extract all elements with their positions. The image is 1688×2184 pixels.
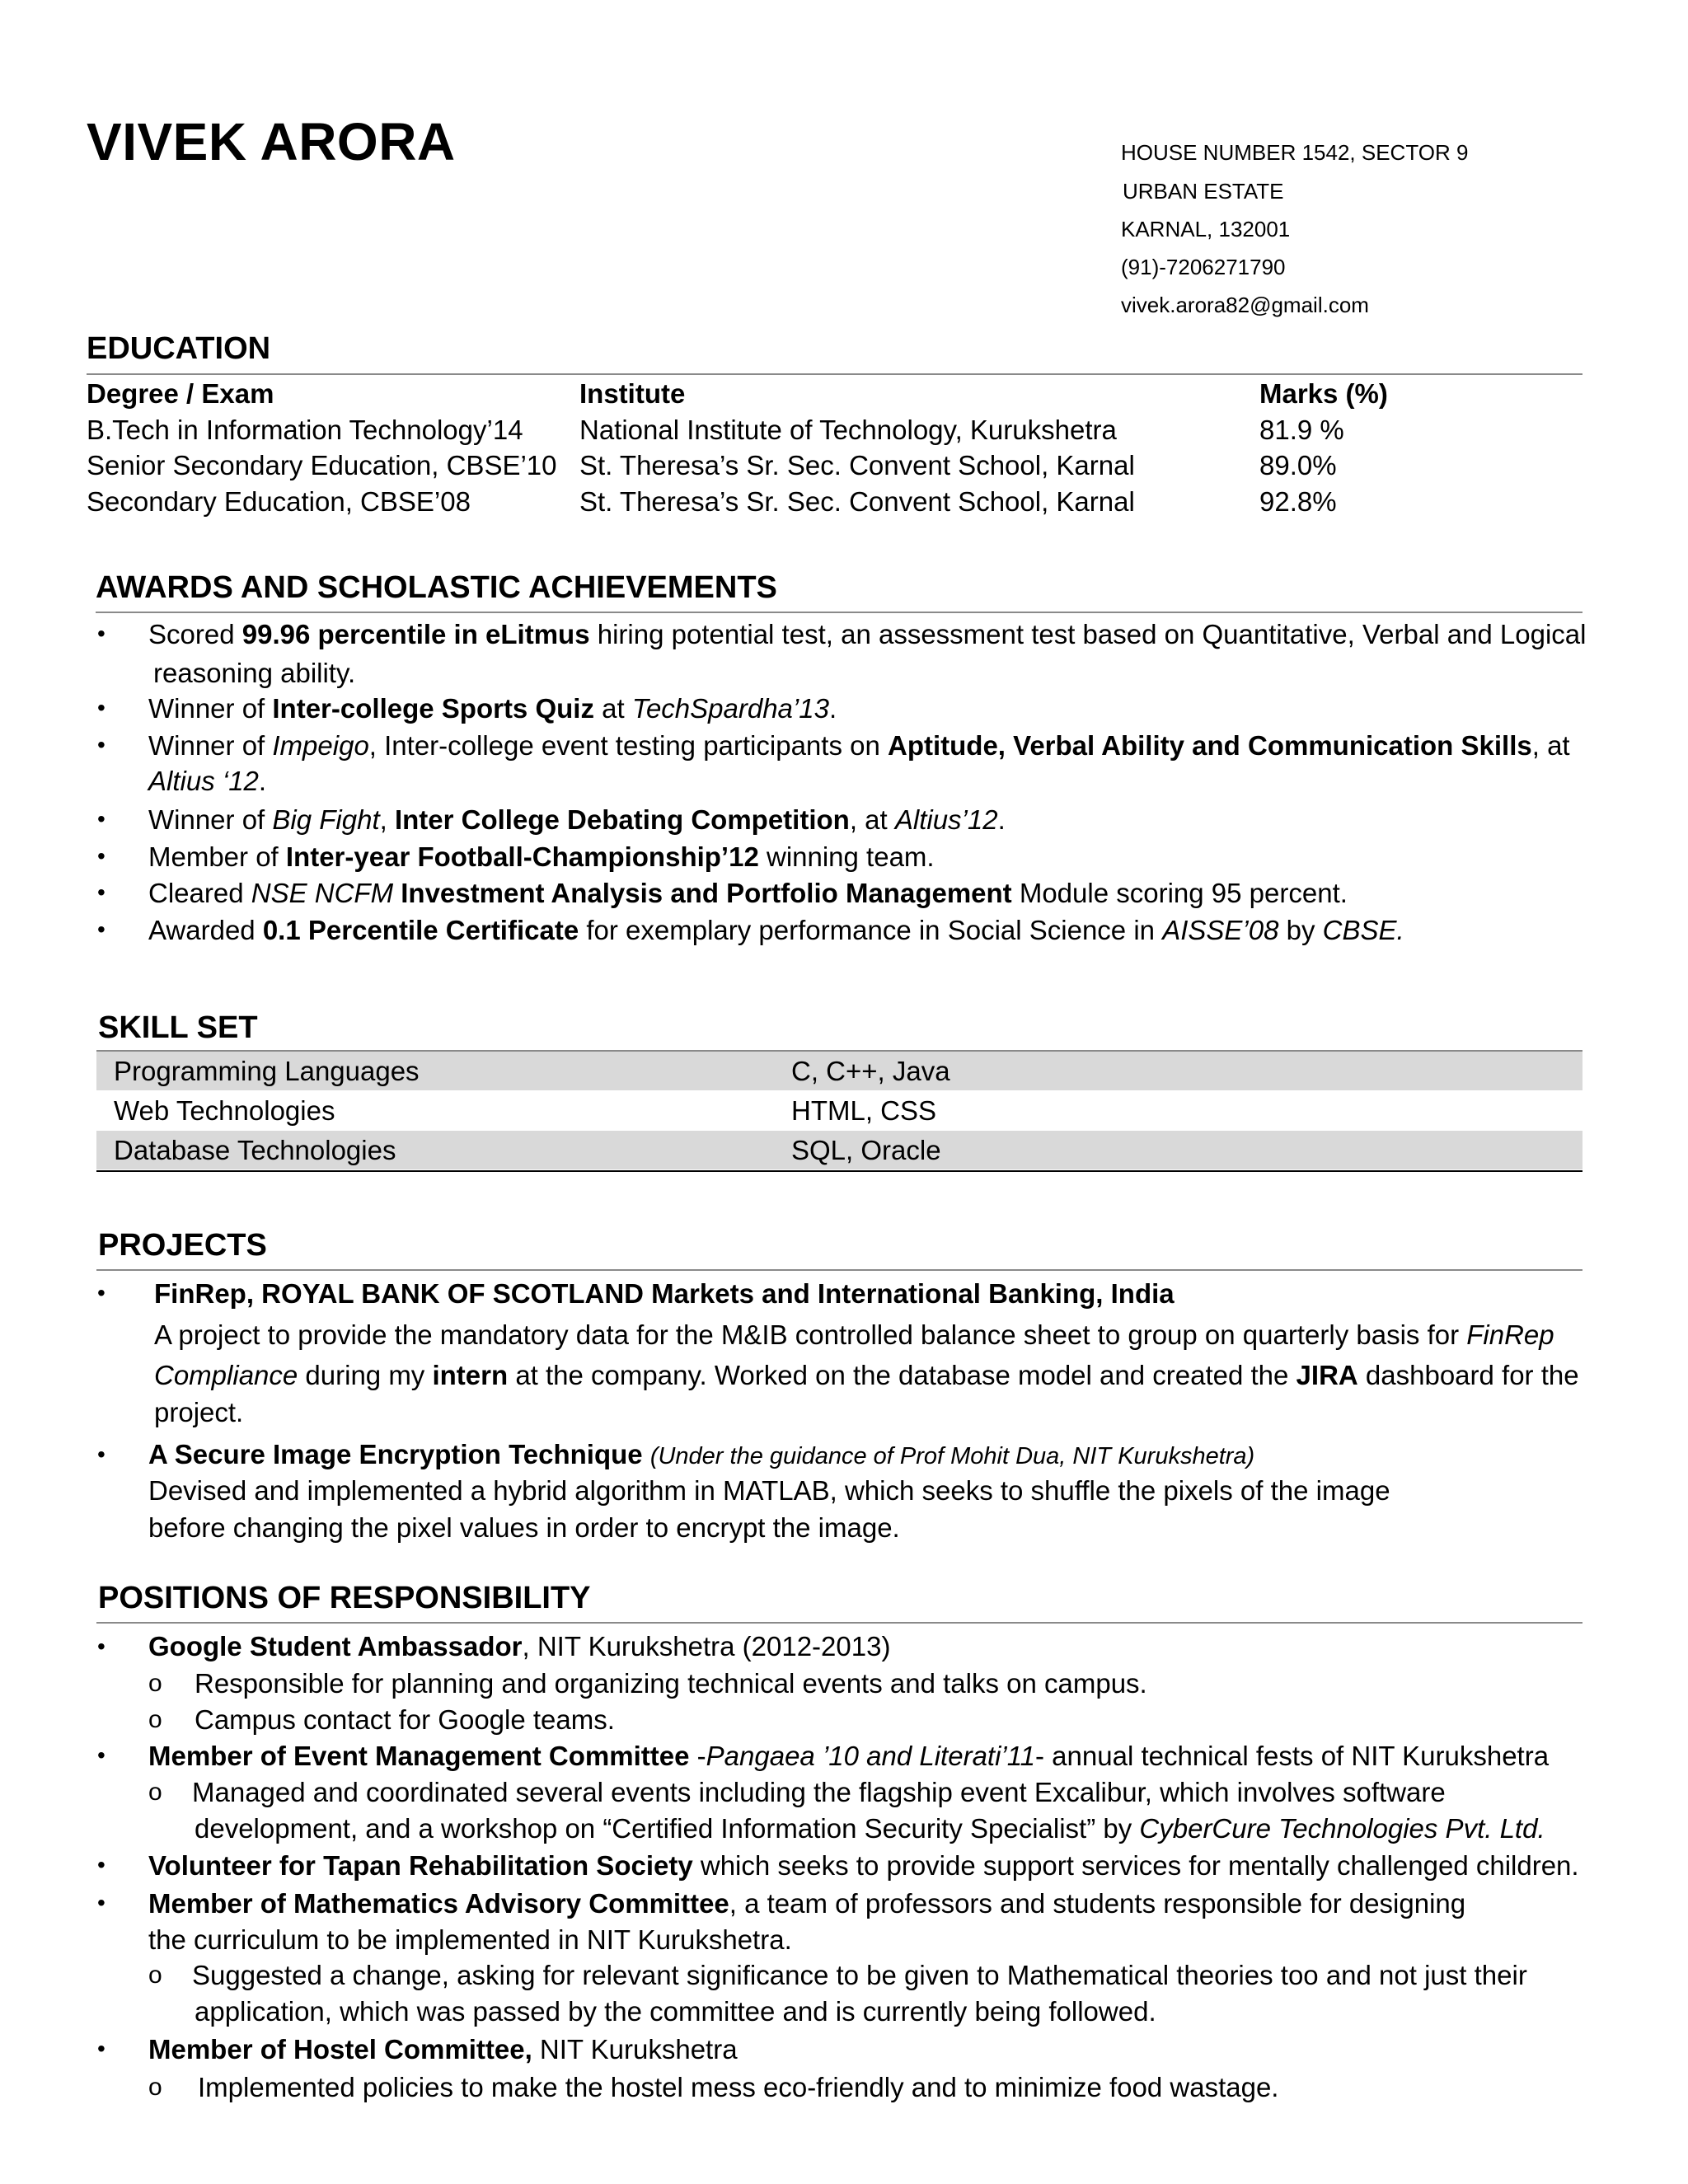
position-1-sub-1: Responsible for planning and organizing technical events and talks on campus. bbox=[195, 1668, 1147, 1699]
positions-heading: POSITIONS OF RESPONSIBILITY bbox=[98, 1581, 591, 1615]
positions-rule bbox=[96, 1622, 1582, 1624]
project-1-bullet: • bbox=[97, 1280, 106, 1305]
skills-rule-bottom bbox=[96, 1170, 1582, 1172]
address-line-2: URBAN ESTATE bbox=[1123, 179, 1284, 204]
position-5-bullet: • bbox=[97, 2036, 106, 2061]
award-2-bullet: • bbox=[97, 695, 106, 720]
position-2-bullet: • bbox=[97, 1742, 106, 1768]
edu-row-3-marks: 92.8% bbox=[1259, 486, 1337, 517]
position-2-sub-1-line-2: development, and a workshop on “Certified Information Security Specialist” by CyberCure Technologies Pvt. Ltd. bbox=[195, 1813, 1545, 1844]
edu-row-1-marks: 81.9 % bbox=[1259, 415, 1344, 445]
education-heading: EDUCATION bbox=[87, 331, 271, 366]
position-5-sub-1-marker: o bbox=[148, 2074, 162, 2101]
position-4-line-2: the curriculum to be implemented in NIT Kurukshetra. bbox=[148, 1924, 792, 1955]
skill-row-2-category: Web Technologies bbox=[114, 1095, 335, 1126]
education-rule bbox=[87, 373, 1582, 375]
awards-rule bbox=[96, 612, 1582, 613]
award-1-line-2: reasoning ability. bbox=[153, 658, 356, 688]
position-5-title: Member of Hostel Committee, NIT Kurukshetra bbox=[148, 2034, 738, 2064]
award-3-line-2: Altius ‘12. bbox=[148, 766, 267, 796]
candidate-name: VIVEK ARORA bbox=[87, 112, 456, 171]
edu-header-degree: Degree / Exam bbox=[87, 378, 274, 409]
edu-row-2-marks: 89.0% bbox=[1259, 450, 1337, 480]
skill-row-1-values: C, C++, Java bbox=[791, 1056, 950, 1086]
award-1-line-1: Scored 99.96 percentile in eLitmus hiring potential test, an assessment test based on Quantitative, Verbal and Logical bbox=[148, 619, 1587, 649]
projects-heading: PROJECTS bbox=[98, 1228, 267, 1263]
edu-header-institute: Institute bbox=[579, 378, 686, 409]
position-5-sub-1: Implemented policies to make the hostel mess eco-friendly and to minimize food wastage. bbox=[198, 2072, 1279, 2102]
award-3-line-1: Winner of Impeigo, Inter-college event testing participants on Aptitude, Verbal Ability and Communication Skills, at bbox=[148, 730, 1570, 761]
edu-row-2-degree: Senior Secondary Education, CBSE’10 bbox=[87, 450, 557, 480]
award-6-line-1: Cleared NSE NCFM Investment Analysis and Portfolio Management Module scoring 95 percent. bbox=[148, 878, 1348, 908]
skill-row-2-values: HTML, CSS bbox=[791, 1095, 937, 1126]
position-1-bullet: • bbox=[97, 1633, 106, 1659]
project-1-line-1: A project to provide the mandatory data for the M&IB controlled balance sheet to group on quarterly basis for FinRep bbox=[154, 1319, 1554, 1350]
edu-row-1-institute: National Institute of Technology, Kurukshetra bbox=[579, 415, 1117, 445]
edu-row-2-institute: St. Theresa’s Sr. Sec. Convent School, Karnal bbox=[579, 450, 1135, 480]
position-1-sub-1-marker: o bbox=[148, 1670, 162, 1697]
project-1-line-3: project. bbox=[154, 1397, 244, 1427]
award-2-line-1: Winner of Inter-college Sports Quiz at TechSpardha’13. bbox=[148, 693, 837, 724]
projects-rule bbox=[96, 1269, 1582, 1271]
position-4-bullet: • bbox=[97, 1890, 106, 1915]
award-6-bullet: • bbox=[97, 879, 106, 905]
position-4-sub-1-line-1: Suggested a change, asking for relevant significance to be given to Mathematical theories too and not just their bbox=[192, 1960, 1527, 1990]
position-2-sub-1-line-1: Managed and coordinated several events including the flagship event Excalibur, which involves software bbox=[192, 1777, 1446, 1807]
position-2-sub-1-marker: o bbox=[148, 1779, 162, 1806]
edu-row-3-institute: St. Theresa’s Sr. Sec. Convent School, Karnal bbox=[579, 486, 1135, 517]
position-4-title: Member of Mathematics Advisory Committee, a team of professors and students responsible for designing bbox=[148, 1888, 1466, 1919]
project-1-line-2: Compliance during my intern at the company. Worked on the database model and created the JIRA dashboard for the bbox=[154, 1360, 1579, 1390]
edu-header-marks: Marks (%) bbox=[1259, 378, 1388, 409]
position-1-sub-2-marker: o bbox=[148, 1706, 162, 1733]
award-3-bullet: • bbox=[97, 732, 106, 757]
position-3-bullet: • bbox=[97, 1852, 106, 1877]
position-2-title: Member of Event Management Committee -Pangaea ’10 and Literati’11- annual technical fests of NIT Kurukshetra bbox=[148, 1741, 1550, 1771]
address-line-1: HOUSE NUMBER 1542, SECTOR 9 bbox=[1121, 140, 1469, 165]
skill-row-3-values: SQL, Oracle bbox=[791, 1135, 941, 1165]
position-1-sub-2: Campus contact for Google teams. bbox=[195, 1704, 615, 1735]
position-4-sub-1-line-2: application, which was passed by the committee and is currently being followed. bbox=[195, 1996, 1156, 2027]
address-city: KARNAL, 132001 bbox=[1121, 217, 1291, 241]
skill-row-1-category: Programming Languages bbox=[114, 1056, 420, 1086]
award-5-bullet: • bbox=[97, 843, 106, 869]
award-5-line-1: Member of Inter-year Football-Championship’12 winning team. bbox=[148, 841, 935, 872]
email-link[interactable]: vivek.arora82@gmail.com bbox=[1121, 293, 1369, 317]
award-4-line-1: Winner of Big Fight, Inter College Debating Competition, at Altius’12. bbox=[148, 804, 1006, 835]
project-2-title-line: A Secure Image Encryption Technique (Under the guidance of Prof Mohit Dua, NIT Kurukshetra) bbox=[148, 1439, 1255, 1469]
edu-row-3-degree: Secondary Education, CBSE’08 bbox=[87, 486, 471, 517]
skill-row-3-category: Database Technologies bbox=[114, 1135, 396, 1165]
project-2-bullet: • bbox=[97, 1441, 106, 1467]
edu-row-1-degree: B.Tech in Information Technology’14 bbox=[87, 415, 523, 445]
award-1-bullet: • bbox=[97, 621, 106, 646]
project-1-title: FinRep, ROYAL BANK OF SCOTLAND Markets and International Banking, India bbox=[154, 1278, 1175, 1309]
position-1-title: Google Student Ambassador, NIT Kurukshetra (2012-2013) bbox=[148, 1631, 891, 1661]
award-4-bullet: • bbox=[97, 806, 106, 832]
phone-number: (91)-7206271790 bbox=[1121, 255, 1286, 279]
skills-heading: SKILL SET bbox=[98, 1010, 258, 1045]
award-7-line-1: Awarded 0.1 Percentile Certificate for exemplary performance in Social Science in AISSE’08 by CBSE. bbox=[148, 915, 1404, 945]
award-7-bullet: • bbox=[97, 916, 106, 942]
position-3-title: Volunteer for Tapan Rehabilitation Society which seeks to provide support services for mentally challenged children. bbox=[148, 1850, 1579, 1881]
project-2-line-2: before changing the pixel values in order to encrypt the image. bbox=[148, 1512, 900, 1543]
position-4-sub-1-marker: o bbox=[148, 1961, 162, 1989]
awards-heading: AWARDS AND SCHOLASTIC ACHIEVEMENTS bbox=[96, 570, 777, 605]
project-2-line-1: Devised and implemented a hybrid algorithm in MATLAB, which seeks to shuffle the pixels of the image bbox=[148, 1475, 1390, 1506]
